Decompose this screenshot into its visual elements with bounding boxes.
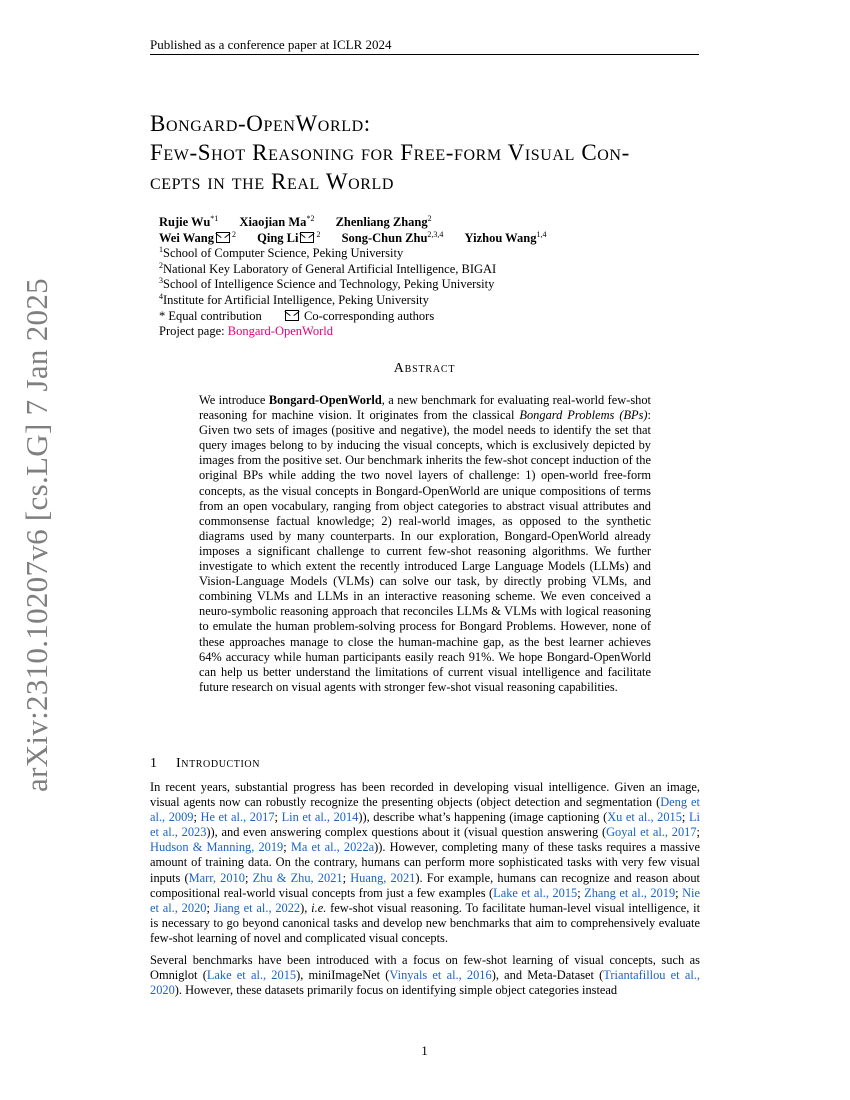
author-name: Qing Li xyxy=(257,230,299,245)
citation-link[interactable]: Huang, 2021 xyxy=(350,870,416,885)
paragraph: In recent years, substantial progress has been recorded in developing visual intelligence. Given an image, visual agents now can robustly recognize the presenting objects (object detection and segmentation (Deng et al., 2009; He et al., 2017; Lin et al., 2014)), describe what’s happening (image captioning (Xu et al., 2015; Li et al., 2023)), and even answering complex questions about it (visual question answering (Goyal et al., 2017; Hudson & Manning, 2019; Ma et al., 2022a)). However, completing many of these tasks requires a massive amount of training data. On the contrary, humans can perform more sophisticated tasks with very few visual inputs (Marr, 2010; Zhu & Zhu, 2021; Huang, 2021). For example, humans can recognize and reason about compositional real-world visual concepts from just a few examples (Lake et al., 2015; Zhang et al., 2019; Nie et al., 2020; Jiang et al., 2022), i.e. few-shot visual reasoning. To facilitate human-level visual intelligence, it is necessary to go beyond canonical tasks and develop new benchmarks that aim to comprehensively evaluate few-shot learning of novel and complicated visual concepts. xyxy=(150,780,701,945)
title-line-3: cepts in the Real World xyxy=(150,169,395,194)
author-sup: *2 xyxy=(306,214,315,223)
project-page xyxy=(159,324,719,340)
citation-link[interactable]: Ma et al., 2022a xyxy=(290,840,375,855)
envelope-icon xyxy=(216,232,230,243)
section-title: Introduction xyxy=(176,756,261,771)
abstract-heading: Abstract xyxy=(393,361,456,376)
corresponding-note: Co-corresponding authors xyxy=(304,308,435,323)
conference-header: Published as a conference paper at ICLR 2024 xyxy=(150,37,699,55)
author-sup: 2,3,4 xyxy=(427,229,444,239)
envelope-icon xyxy=(285,310,299,321)
abstract-text: We introduce Bongard-OpenWorld, a new benchmark for evaluating real-world few-shot reasoning for machine vision. It originates from the classical Bongard Problems (BPs): Given two sets of images (positive and negative), the model needs to identify the set that query images belong to by inducing the visual concepts, which is exclusively depicted by images from the positive set. Our benchmark inherits the few-shot concept induction of the original BPs while adding the two novel layers of challenge: 1) open-world free-form concepts, as the visual concepts in Bongard-OpenWorld are unique compositions of terms from an open vocabulary, ranging from object categories to abstract visual attributes and commonsense factual knowledge; 2) real-world images, as opposed to the synthetic diagrams used by many counterparts. In our exploration, Bongard-OpenWorld already imposes a significant challenge to current few-shot reasoning algorithms. We further investigate to which extent the recently introduced Large Language Models (LLMs) and Vision-Language Models (VLMs) can solve our task, by directly probing VLMs, and combining VLMs and LLMs in an interactive reasoning scheme. We even conceived a neuro-symbolic reasoning approach that reconciles LLMs & VLMs with logical reasoning to emulate the human problem-solving process for Bongard Problems. However, none of these approaches manage to close the human-machine gap, as the best learner achieves 64% accuracy while human participants easily reach 91%. We hope Bongard-OpenWorld can help us better understand the limitations of current visual intelligence and facilitate future research on visual agents with stronger few-shot visual reasoning capabilities. xyxy=(199,393,651,694)
author-name: Song-Chun Zhu xyxy=(341,230,428,245)
author-name: Rujie Wu xyxy=(159,215,211,229)
author-line-2 xyxy=(159,231,719,247)
citation-link[interactable]: Jiang et al., 2022 xyxy=(213,900,301,915)
author-name: Yizhou Wang xyxy=(464,230,537,245)
citation-link[interactable]: Lake et al., 2015 xyxy=(493,885,578,900)
author-sup: 1,4 xyxy=(536,229,547,239)
introduction-body xyxy=(150,780,700,1005)
affiliation: $^3$School of Intelligence Science and Technology, Peking University xyxy=(159,276,495,292)
equal-contribution-note: * Equal contribution xyxy=(159,308,262,323)
contribution-notes xyxy=(159,309,719,325)
citation-link[interactable]: Hudson & Manning, 2019 xyxy=(150,840,284,855)
citation-link[interactable]: Xu et al., 2015 xyxy=(607,810,682,825)
section-heading xyxy=(150,756,260,772)
project-page-link[interactable]: Bongard-OpenWorld xyxy=(227,324,333,339)
citation-link[interactable]: Zhang et al., 2019 xyxy=(584,885,676,900)
author-name: Zhenliang Zhang xyxy=(335,215,428,229)
citation-link[interactable]: Deng et al., 2009 xyxy=(150,795,700,825)
benchmark-name: Bongard-OpenWorld xyxy=(268,393,382,407)
citation-link[interactable]: Lake et al., 2015 xyxy=(206,968,297,983)
envelope-icon xyxy=(300,232,314,243)
citation-link[interactable]: Li et al., 2023 xyxy=(150,810,700,840)
author-name: Wei Wang xyxy=(159,230,214,245)
arxiv-stamp: arXiv:2310.10207v6 [cs.LG] 7 Jan 2025 xyxy=(19,278,54,792)
author-line-1 xyxy=(159,215,719,231)
author-name: Xiaojian Ma xyxy=(239,215,307,229)
title-line-1: Bongard-OpenWorld: xyxy=(150,111,371,136)
project-page-label: Project page: xyxy=(159,324,225,339)
author-sup: 2 xyxy=(316,229,321,239)
author-sup: 2 xyxy=(427,214,432,223)
citation-link[interactable]: Vinyals et al., 2016 xyxy=(389,968,492,983)
citation-link[interactable]: Triantafillou et al., 2020 xyxy=(150,968,700,998)
paper-title xyxy=(150,109,710,196)
paragraph: Several benchmarks have been introduced with a focus on few-shot learning of visual concepts, such as Omniglot (Lake et al., 2015), miniImageNet (Vinyals et al., 2016), and Meta-Dataset (Triantafillou et al., 2020). However, these datasets primarily focus on identifying simple object categories instead xyxy=(150,953,700,998)
citation-link[interactable]: Lin et al., 2014 xyxy=(281,810,359,825)
title-line-2: Few-Shot Reasoning for Free-form Visual Con- xyxy=(150,140,630,165)
citation-link[interactable]: Goyal et al., 2017 xyxy=(606,825,697,840)
affiliation: $^2$National Key Laboratory of General Artificial Intelligence, BIGAI xyxy=(159,260,497,276)
affiliation: $^1$School of Computer Science, Peking University xyxy=(159,245,404,261)
citation-link[interactable]: Zhu & Zhu, 2021 xyxy=(252,870,343,885)
affiliation: $^4$Institute for Artificial Intelligence, Peking University xyxy=(159,291,429,307)
citation-link[interactable]: Nie et al., 2020 xyxy=(150,885,700,915)
citation-link[interactable]: He et al., 2017 xyxy=(200,810,275,825)
author-sup: 2 xyxy=(232,229,236,239)
author-sup: *1 xyxy=(210,214,219,223)
citation-link[interactable]: Marr, 2010 xyxy=(188,870,245,885)
author-block xyxy=(159,215,719,340)
section-number: 1 xyxy=(150,756,158,771)
page-number: 1 xyxy=(421,1043,428,1058)
